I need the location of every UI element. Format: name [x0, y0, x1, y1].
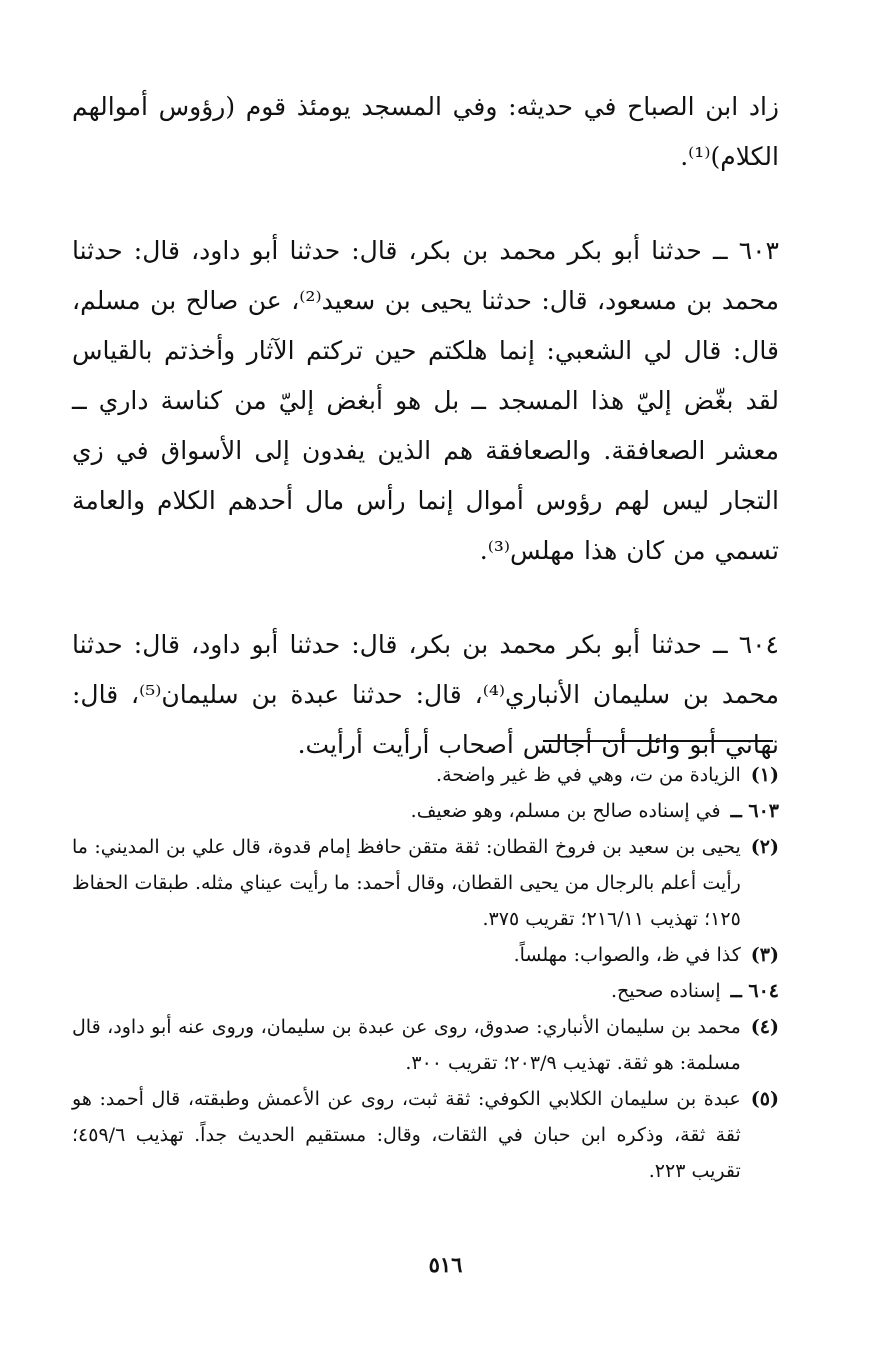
- footnote-marker: (٤): [750, 1016, 779, 1038]
- footnote-marker: (٢): [750, 836, 779, 858]
- footnote-text: في إسناده صالح بن مسلم، وهو ضعيف.: [410, 800, 721, 822]
- footnote-4: [72, 1009, 779, 1081]
- footnote-marker: ٦٠٤ ــ: [730, 980, 779, 1002]
- footnote-text: كذا في ظ، والصواب: مهلساً.: [513, 944, 741, 966]
- footnote-text: الزيادة من ت، وهي في ظ غير واضحة.: [436, 764, 741, 786]
- footnote-text: يحيى بن سعيد بن فروخ القطان: ثقة متقن حافظ إمام قدوة، قال علي بن المديني: ما رأيت أعلم بالرجال من يحيى القطان، وقال أحمد: ما رأيت عيناي مثله. طبقات الحفاظ ١٢٥؛ تهذيب ٢١٦/١١؛ تقريب ٣٧٥.: [72, 836, 741, 930]
- footnotes: [72, 757, 779, 1189]
- footnote-marker: (١): [750, 764, 779, 786]
- main-text: [72, 82, 779, 770]
- footnote-divider: [543, 740, 773, 742]
- footnote-marker: (٣): [750, 944, 779, 966]
- paragraph-603: ٦٠٣ ــ حدثنا أبو بكر محمد بن بكر، قال: حدثنا أبو داود، قال: حدثنا محمد بن مسعود، قال: حدثنا يحيى بن سعيد⁽²⁾، عن صالح بن مسلم، قال: قال لي الشعبي: إنما هلكتم حين تركتم الآثار وأخذتم بالقياس لقد بغّض إليّ هذا المسجد ــ بل هو أبغض إليّ من كناسة داري ــ معشر الصعافقة. والصعافقة هم الذين يفدون إلى الأسواق في زي التجار ليس لهم رؤوس أموال إنما رأس مال أحدهم الكلام والعامة تسمي من كان هذا مهلس⁽³⁾.: [72, 236, 779, 565]
- footnote-2: [72, 829, 779, 937]
- page-number: ٥١٦: [428, 1252, 463, 1277]
- footnote-604: [72, 973, 779, 1009]
- paragraph-intro: زاد ابن الصباح في حديثه: وفي المسجد يومئذ قوم (رؤوس أموالهم الكلام)⁽¹⁾.: [72, 92, 779, 171]
- footnote-1: [72, 757, 779, 793]
- footnote-5: [72, 1081, 779, 1189]
- footnote-marker: (٥): [750, 1088, 779, 1110]
- footnote-603: [72, 793, 779, 829]
- footnote-3: [72, 937, 779, 973]
- footnote-text: محمد بن سليمان الأنباري: صدوق، روى عن عبدة بن سليمان، وروى عنه أبو داود، قال مسلمة: هو ثقة. تهذيب ٢٠٣/٩؛ تقريب ٣٠٠.: [72, 1016, 741, 1074]
- footnote-text: عبدة بن سليمان الكلابي الكوفي: ثقة ثبت، روى عن الأعمش وطبقته، قال أحمد: هو ثقة ثقة، وذكره ابن حبان في الثقات، وقال: مستقيم الحديث جداً. تهذيب ٤٥٩/٦؛ تقريب ٢٢٣.: [72, 1088, 741, 1182]
- paragraph-604: ٦٠٤ ــ حدثنا أبو بكر محمد بن بكر، قال: حدثنا أبو داود، قال: حدثنا محمد بن سليمان الأنباري⁽⁴⁾، قال: حدثنا عبدة بن سليمان⁽⁵⁾، قال: نهاني أبو وائل أن أجالس أصحاب أرأيت أرأيت.: [72, 630, 779, 759]
- footnote-marker: ٦٠٣ ــ: [730, 800, 779, 822]
- footnote-text: إسناده صحيح.: [611, 980, 721, 1002]
